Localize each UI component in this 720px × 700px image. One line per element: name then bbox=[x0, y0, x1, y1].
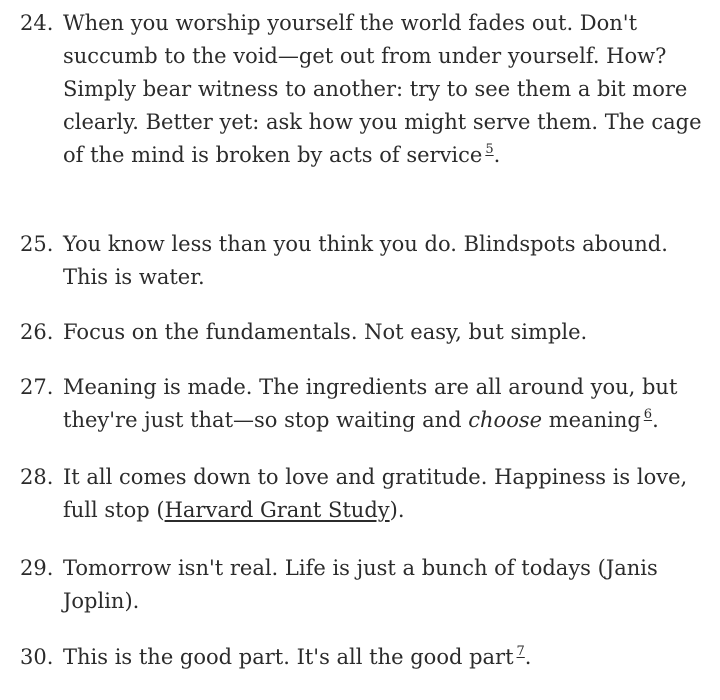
footnote-link[interactable]: 7 bbox=[516, 644, 525, 659]
list-item bbox=[0, 371, 720, 440]
item-number: 28. bbox=[20, 465, 54, 489]
item-punctuation: . bbox=[493, 143, 501, 167]
item-text: You know less than you think you do. Blindspots abound. This is water. bbox=[63, 232, 668, 289]
item-number: 27. bbox=[20, 375, 54, 399]
list-item bbox=[0, 228, 720, 294]
item-text-after: meaning bbox=[542, 408, 641, 432]
item-number: 26. bbox=[20, 320, 54, 344]
item-text: Meaning is made. The ingredients are all around you, but they're just that—so stop waiting and bbox=[63, 375, 678, 432]
item-text: This is the good part. It's all the good part bbox=[63, 645, 514, 669]
list-item bbox=[0, 7, 720, 175]
item-text: Tomorrow isn't real. Life is just a bunch of todays (Janis Joplin). bbox=[63, 556, 658, 613]
list-item bbox=[0, 552, 720, 618]
item-text: When you worship yourself the world fades out. Don't succumb to the void—get out from under yourself. How? Simply bear witness to another: try to see them a bit more clearly. Better yet: ask how you might serve them. The cage of the mind is broken by acts of service bbox=[63, 11, 702, 167]
item-number: 29. bbox=[20, 556, 54, 580]
item-punctuation: . bbox=[524, 645, 532, 669]
footnote-link[interactable]: 5 bbox=[485, 142, 494, 157]
footnote-link[interactable]: 6 bbox=[643, 407, 653, 422]
item-emphasis: choose bbox=[468, 408, 543, 432]
item-number: 24. bbox=[20, 11, 54, 35]
list-item bbox=[0, 461, 720, 527]
item-number: 25. bbox=[20, 232, 54, 256]
harvard-grant-study-link[interactable]: Harvard Grant Study bbox=[164, 498, 390, 522]
item-punctuation: . bbox=[652, 408, 659, 432]
list-item bbox=[0, 316, 720, 349]
item-number: 30. bbox=[20, 645, 54, 669]
item-text-after: ). bbox=[389, 498, 405, 522]
item-text: Focus on the fundamentals. Not easy, but simple. bbox=[63, 320, 588, 344]
list-item bbox=[0, 641, 720, 677]
item-text: It all comes down to love and gratitude. Happiness is love, full stop ( bbox=[63, 465, 688, 522]
